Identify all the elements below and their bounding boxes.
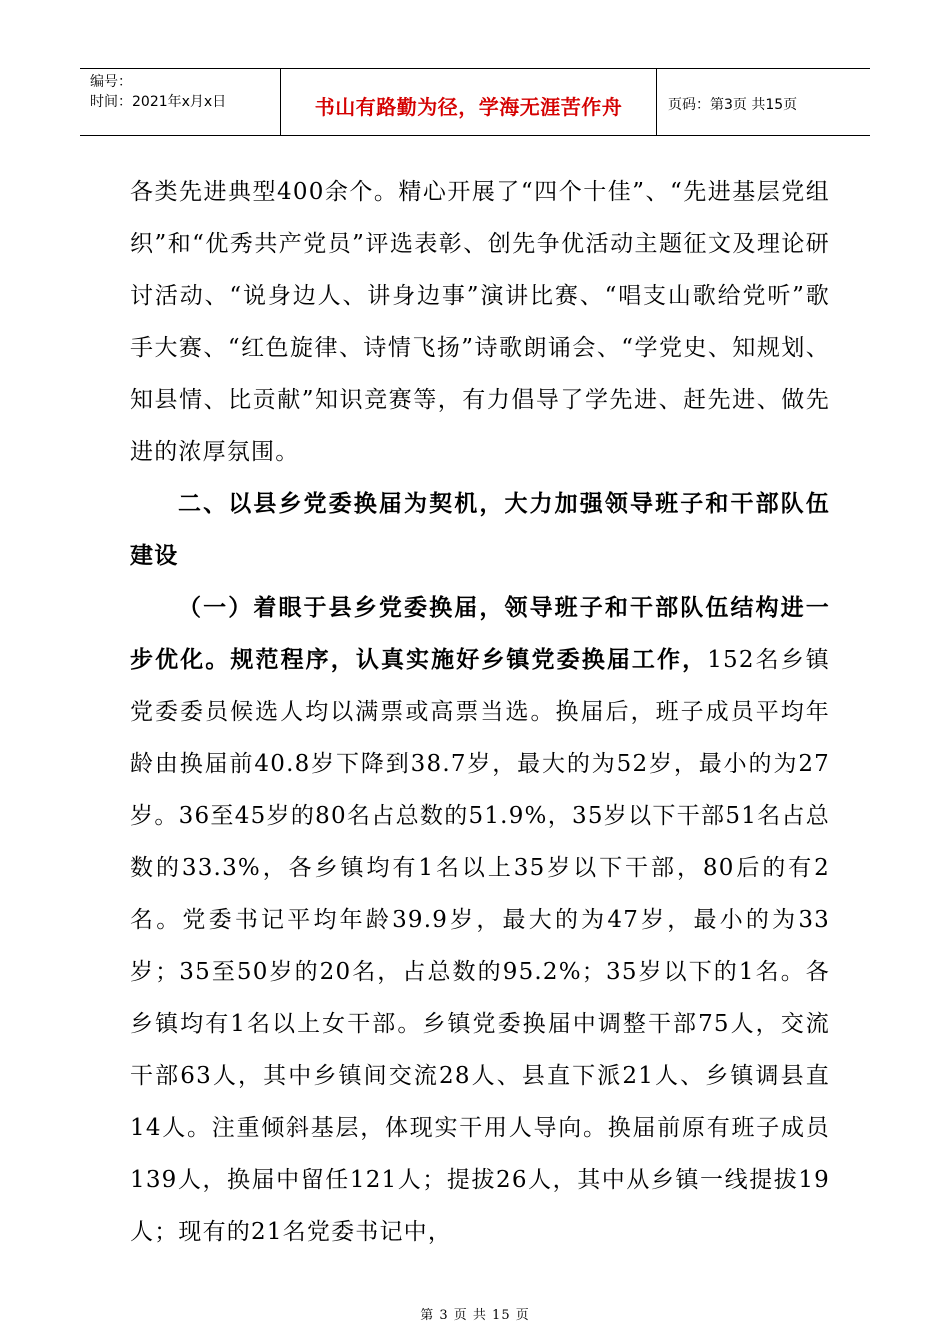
sub1-body: 152名乡镇党委委员候选人均以满票或高票当选。换届后，班子成员平均年龄由换届前40.8岁下降到38.7岁，最大的为52岁，最小的为27岁。36至45岁的80名占总数的51.9%，35岁以下干部51名占总数的33.3%，各乡镇均有1名以上35岁以下干部，80后的有2名。党委书记平均年龄39.9岁，最大的为47岁，最小的为33岁；35至50岁的20名，占总数的95.2%；35岁以下的1名。各乡镇均有1名以上女干部。乡镇党委换届中调整干部75人，交流干部63人，其中乡镇间交流28人、县直下派21人、乡镇调县直14人。注重倾斜基层，体现实干用人导向。换届前原有班子成员139人，换届中留任121人；提拔26人，其中从乡镇一线提拔19人；现有的21名党委书记中， <box>130 647 830 1245</box>
header-page-cell <box>657 69 870 135</box>
document-body <box>130 166 830 1258</box>
header-motto: 书山有路勤为径，学海无涯苦作舟 <box>314 94 623 119</box>
time-label: 时间：2021年x月x日 <box>90 94 227 110</box>
page-footer: 第 3 页 共 15 页 <box>420 1308 530 1323</box>
page-code: 页码：第3页 共15页 <box>668 97 798 113</box>
document-header <box>80 68 870 136</box>
sub1-bold-lead: （一）着眼于县乡党委换届，领导班子和干部队伍结构进一步优化。规范程序，认真实施好乡镇党委换届工作， <box>130 595 830 673</box>
number-label: 编号： <box>90 74 132 90</box>
paragraph-sub1 <box>130 582 830 1258</box>
paragraph-1: 各类先进典型400余个。精心开展了“四个十佳”、“先进基层党组织”和“优秀共产党员”评选表彰、创先争优活动主题征文及理论研讨活动、“说身边人、讲身边事”演讲比赛、“唱支山歌给党听”歌手大赛、“红色旋律、诗情飞扬”诗歌朗诵会、“学党史、知规划、知县情、比贡献”知识竞赛等，有力倡导了学先进、赶先进、做先进的浓厚氛围。 <box>130 179 830 465</box>
header-meta-cell <box>80 69 281 135</box>
header-motto-cell <box>281 69 657 135</box>
section-heading-2: 二、以县乡党委换届为契机，大力加强领导班子和干部队伍建设 <box>130 491 830 569</box>
